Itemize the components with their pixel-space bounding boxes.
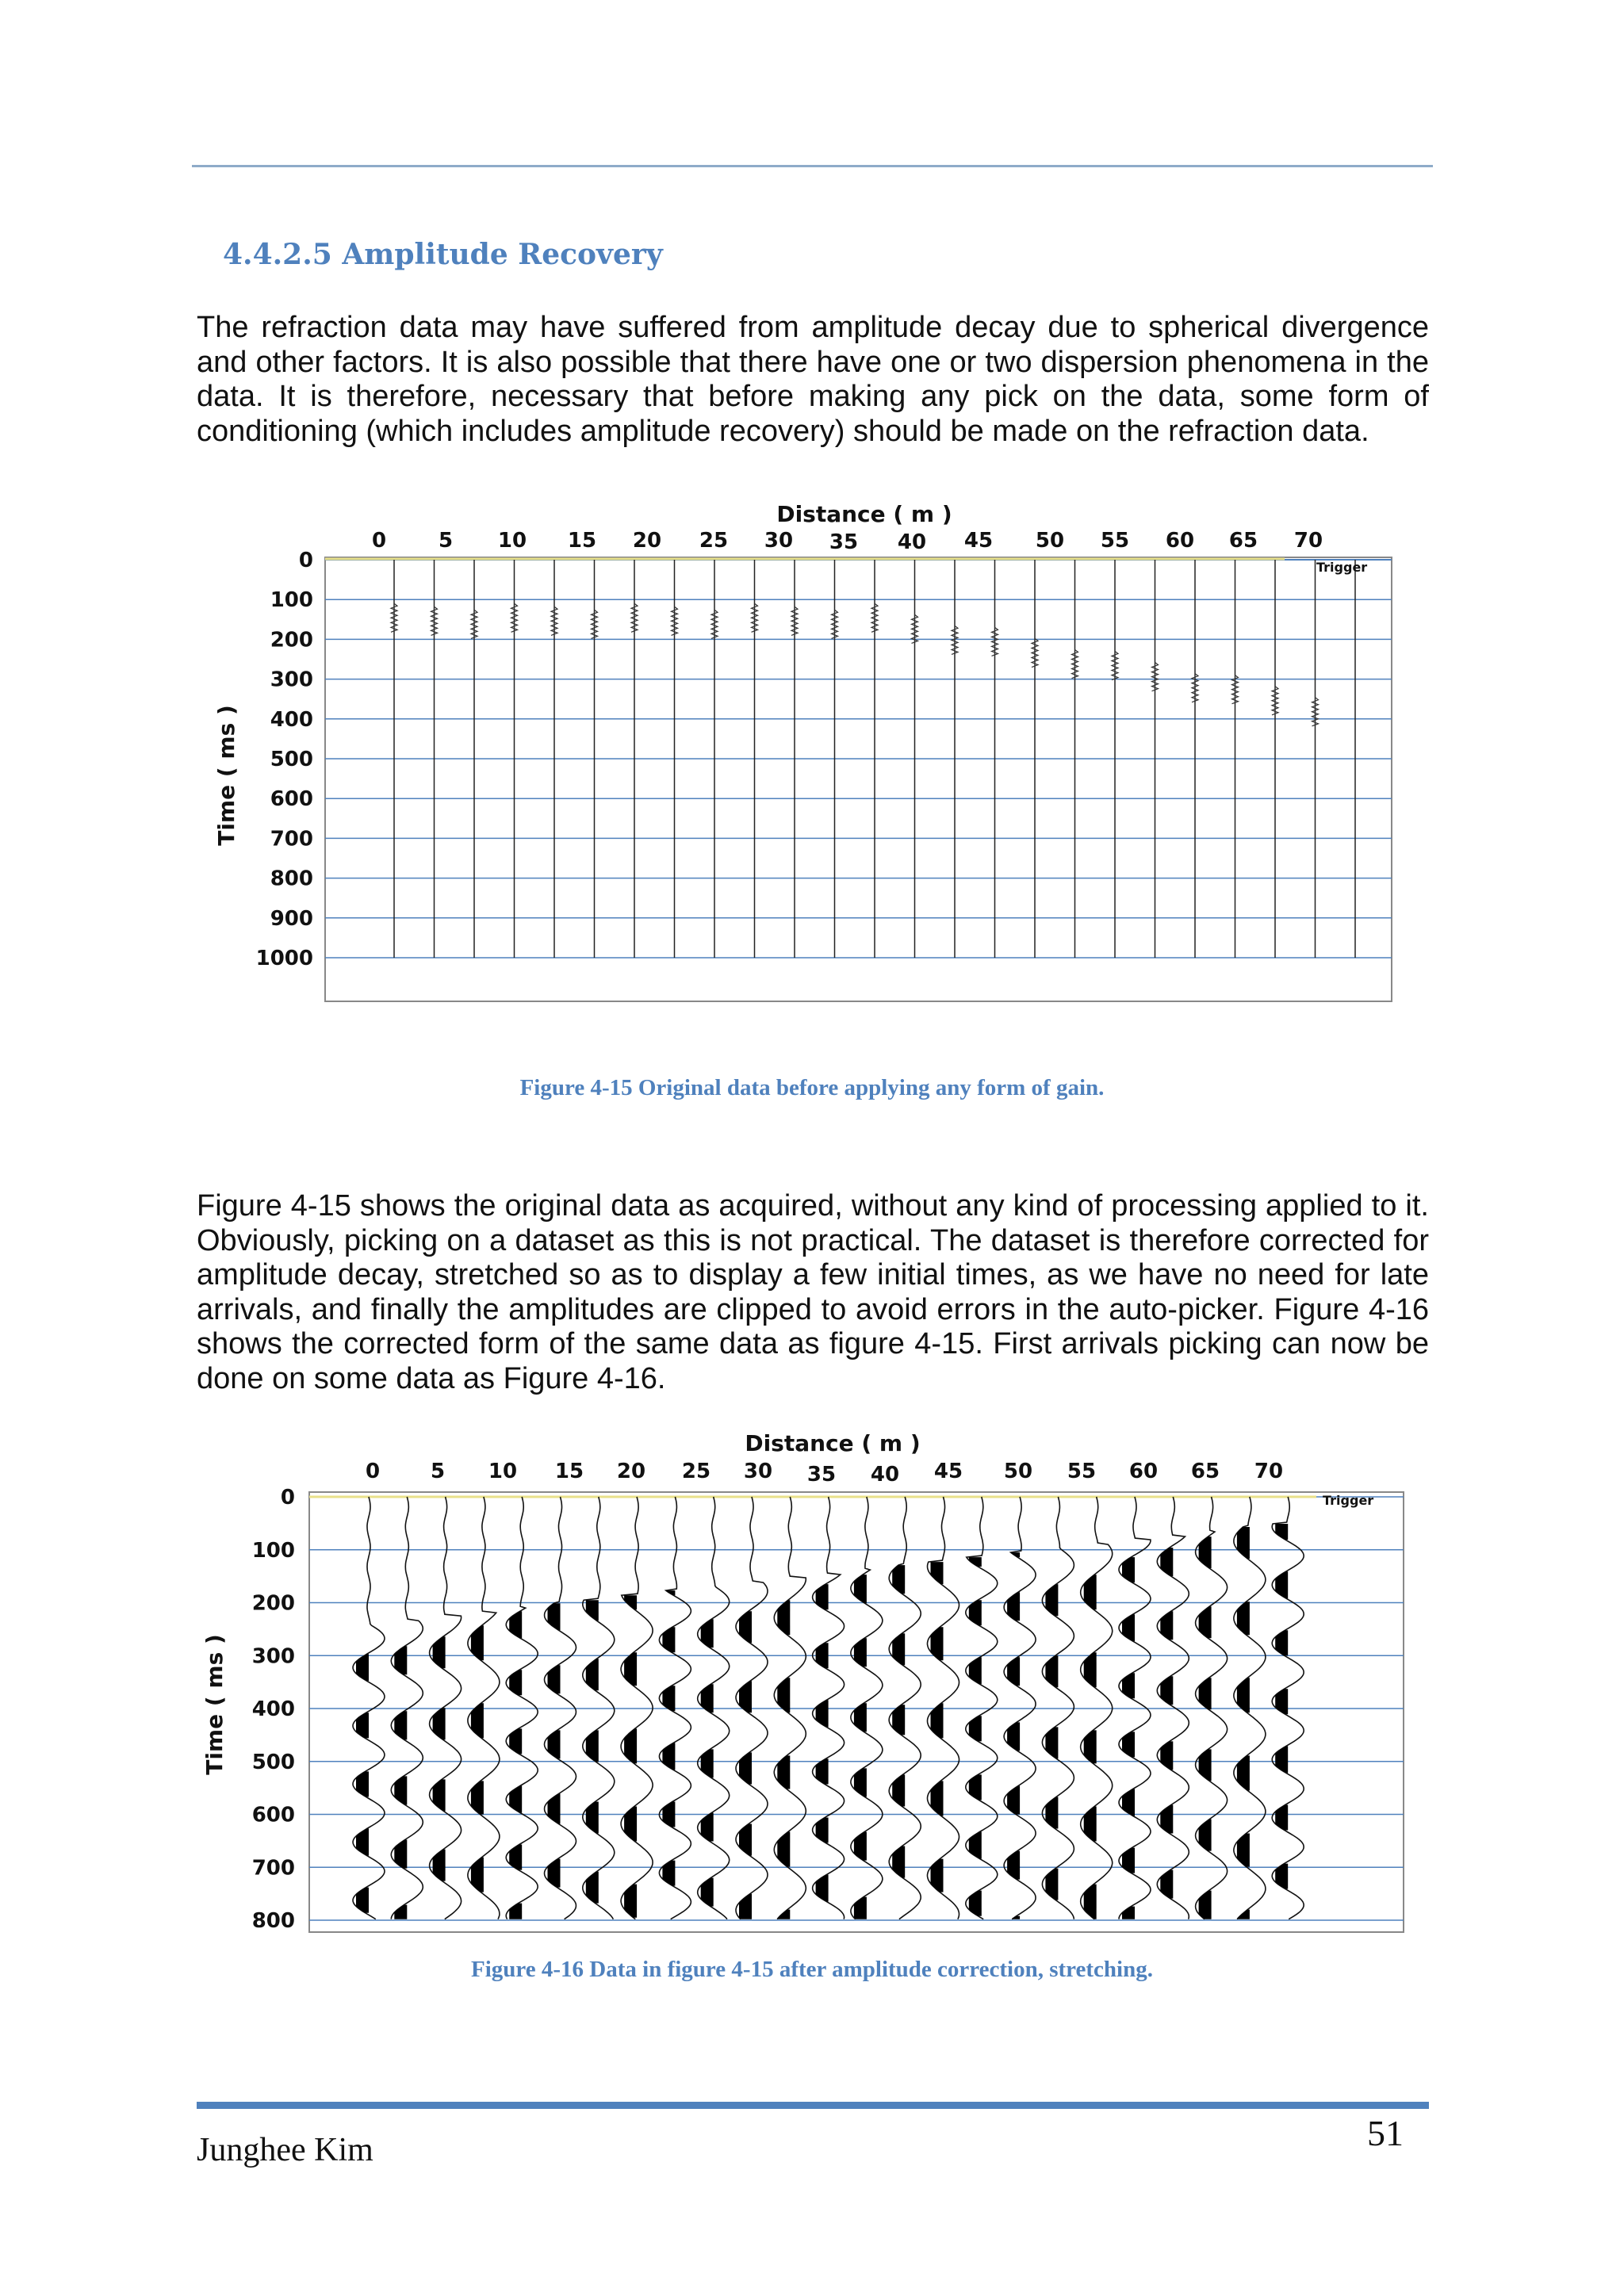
x-tick-label: 40 — [897, 530, 927, 554]
footer-author: Junghee Kim — [197, 2132, 373, 2168]
figure-4-15-chart — [198, 490, 1411, 1021]
x-tick-label: 50 — [1003, 1460, 1033, 1483]
figure-4-16-chart — [190, 1419, 1419, 1942]
x-tick-label: 25 — [699, 529, 729, 553]
x-tick-label: 45 — [963, 529, 994, 553]
figure-4-16 — [190, 1419, 1419, 1942]
x-tick-label: 55 — [1100, 529, 1130, 553]
y-tick-label: 500 — [251, 1750, 295, 1774]
y-axis-title: Time ( ms ) — [201, 1634, 228, 1775]
y-tick-label: 100 — [270, 588, 313, 613]
page-number: 51 — [1367, 2113, 1404, 2153]
x-tick-label: 5 — [430, 1460, 446, 1483]
y-tick-label: 500 — [270, 748, 313, 771]
x-tick-label: 25 — [681, 1460, 711, 1483]
x-tick-label: 35 — [806, 1463, 837, 1487]
x-tick-label: 35 — [829, 530, 859, 554]
trigger-label: Trigger — [1316, 560, 1368, 575]
x-tick-label: 20 — [616, 1460, 646, 1483]
x-tick-label: 10 — [488, 1460, 518, 1483]
x-tick-label: 70 — [1254, 1460, 1284, 1483]
x-tick-label: 30 — [764, 529, 794, 553]
y-tick-label: 0 — [298, 549, 313, 572]
y-tick-label: 700 — [270, 827, 313, 851]
y-tick-label: 800 — [270, 867, 313, 891]
y-tick-label: 200 — [251, 1591, 295, 1616]
y-tick-label: 600 — [270, 787, 313, 812]
y-axis-title: Time ( ms ) — [213, 705, 239, 846]
y-tick-label: 900 — [270, 906, 313, 931]
x-axis-title: Distance ( m ) — [745, 1430, 921, 1456]
x-tick-label: 10 — [497, 529, 527, 553]
x-tick-label: 50 — [1035, 529, 1065, 553]
y-tick-label: 0 — [280, 1486, 295, 1510]
y-tick-label: 600 — [251, 1803, 295, 1827]
x-tick-label: 40 — [870, 1463, 900, 1487]
header-rule — [192, 165, 1433, 167]
plot-frame — [325, 557, 1392, 1001]
x-tick-label: 30 — [743, 1460, 773, 1483]
x-tick-label: 65 — [1228, 529, 1258, 553]
figure-4-15 — [198, 490, 1411, 1021]
x-tick-label: 15 — [554, 1460, 584, 1483]
trigger-label: Trigger — [1323, 1493, 1374, 1508]
y-tick-label: 400 — [251, 1697, 295, 1721]
section-heading: 4.4.2.5 Amplitude Recovery — [223, 238, 663, 271]
figure-4-15-caption: Figure 4-15 Original data before applying any form of gain. — [519, 1075, 1105, 1100]
x-tick-label: 45 — [933, 1460, 963, 1483]
y-tick-label: 1000 — [255, 947, 313, 970]
x-axis-title: Distance ( m ) — [776, 501, 952, 527]
x-tick-label: 65 — [1190, 1460, 1220, 1483]
x-tick-label: 60 — [1165, 529, 1195, 553]
y-tick-label: 800 — [251, 1909, 295, 1933]
y-tick-label: 100 — [251, 1538, 295, 1563]
x-tick-label: 70 — [1293, 529, 1323, 553]
paragraph-2: Figure 4-15 shows the original data as acquired, without any kind of processing applied to it. Obviously, picking on a dataset as this is not practical. The dataset is therefore corrected for amplitude decay, stretched so as to display a few initial times, as we have no need for late arrivals, and finally the amplitudes are clipped to avoid errors in the auto-picker. Figure 4-16 shows the corrected form of the same data as figure 4-15. First arrivals picking can now be done on some data as Figure 4-16. — [197, 1189, 1429, 1395]
paragraph-1: The refraction data may have suffered from amplitude decay due to spherical divergence and other factors. It is also possible that there have one or two dispersion phenomena in the data. It is therefore, necessary that before making any pick on the data, some form of conditioning (which includes amplitude recovery) should be made on the refraction data. — [197, 311, 1429, 448]
figure-4-16-caption: Figure 4-16 Data in figure 4-15 after amplitude correction, stretching. — [471, 1957, 1153, 1982]
y-tick-label: 700 — [251, 1856, 295, 1881]
x-tick-label: 0 — [371, 529, 387, 553]
y-tick-label: 200 — [270, 628, 313, 652]
footer-rule — [197, 2102, 1429, 2109]
x-tick-label: 55 — [1067, 1460, 1097, 1483]
x-tick-label: 20 — [632, 529, 662, 553]
x-tick-label: 5 — [438, 529, 454, 553]
x-tick-label: 60 — [1128, 1460, 1159, 1483]
x-tick-label: 15 — [567, 529, 597, 553]
y-tick-label: 300 — [270, 668, 313, 692]
y-tick-label: 300 — [251, 1644, 295, 1669]
x-tick-label: 0 — [365, 1460, 381, 1483]
y-tick-label: 400 — [270, 707, 313, 732]
